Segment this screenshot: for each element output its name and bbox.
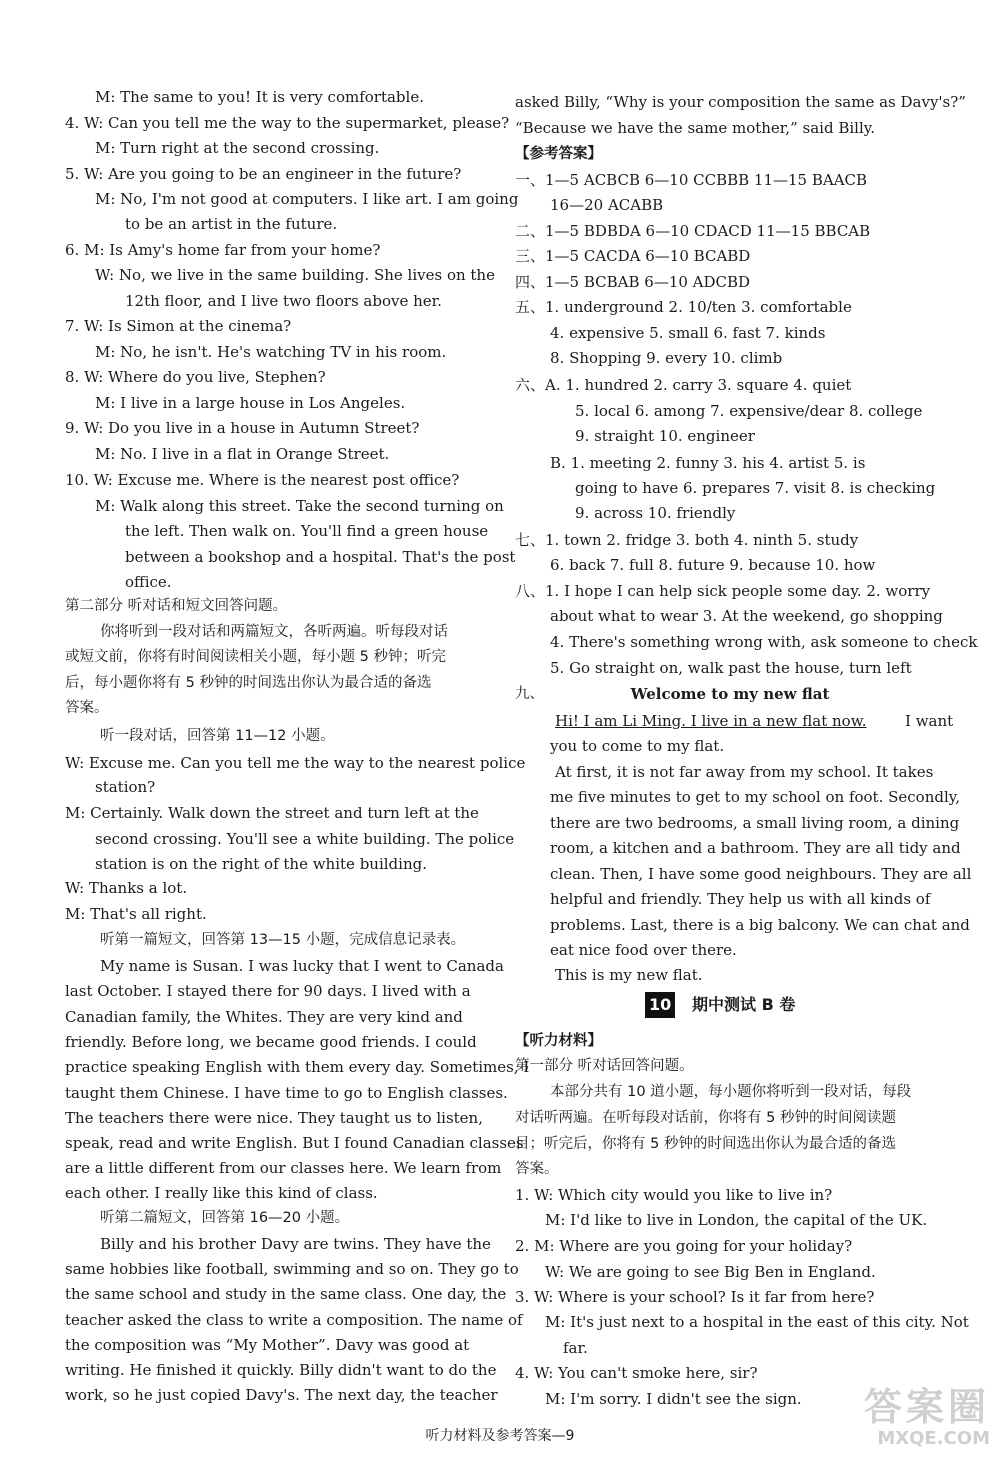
left-text-line: 9. W: Do you live in a house in Autumn Street? [65, 419, 420, 437]
right-text-line: clean. Then, I have some good neighbours. They are all [550, 865, 972, 883]
left-text-line: M: Certainly. Walk down the street and turn left at the [65, 804, 479, 822]
right-text-line: “Because we have the same mother,” said Billy. [515, 119, 875, 137]
right-text-line: 4. There's something wrong with, ask someone to check [550, 633, 978, 651]
right-text-line: there are two bedrooms, a small living room, a dining [550, 814, 960, 832]
right-text-line: 六、A. 1. hundred 2. carry 3. square 4. quiet [515, 376, 852, 394]
section-number-badge: 10 [645, 992, 675, 1018]
left-text-line: W: Excuse me. Can you tell me the way to the nearest police [65, 754, 526, 772]
left-text-line: Canadian family, the Whites. They are very kind and [65, 1008, 463, 1026]
left-text-line: 7. W: Is Simon at the cinema? [65, 317, 292, 335]
right-text-line: 【参考答案】 [515, 146, 602, 162]
right-text-line: 【听力材料】 [515, 1033, 602, 1049]
left-text-line: M: That's all right. [65, 905, 207, 923]
left-text-line: 答案。 [65, 700, 109, 716]
right-text-line: about what to wear 3. At the weekend, go shopping [550, 607, 943, 625]
right-text-line: M: I'd like to live in London, the capital of the UK. [545, 1211, 928, 1229]
right-text-line: B. 1. meeting 2. funny 3. his 4. artist 5. is [550, 454, 866, 472]
left-text-line: are a little different from our classes here. We learn from [65, 1159, 502, 1177]
left-text-line: 5. W: Are you going to be an engineer in the future? [65, 165, 462, 183]
right-text-line: 五、1. underground 2. 10/ten 3. comfortable [515, 298, 852, 316]
left-text-line: 后，每小题你将有 5 秒钟的时间选出你认为最合适的备选 [65, 675, 432, 691]
left-text-line: friendly. Before long, we became good friends. I could [65, 1033, 477, 1051]
left-text-line: M: Turn right at the second crossing. [95, 139, 380, 157]
right-text-line: going to have 6. prepares 7. visit 8. is checking [575, 479, 936, 497]
right-text-line: 16—20 ACABB [550, 196, 664, 214]
right-text-line: This is my new flat. [555, 966, 703, 984]
left-text-line: taught them Chinese. I have time to go to English classes. [65, 1084, 508, 1102]
right-text-line: 9. across 10. friendly [575, 504, 736, 522]
left-text-line: The teachers there were nice. They taught us to listen, [65, 1109, 483, 1127]
left-text-line: 听第二篇短文，回答第 16—20 小题。 [100, 1210, 350, 1226]
right-text-line: room, a kitchen and a bathroom. They are all tidy and [550, 839, 961, 857]
watermark-text: 答案圈 [863, 1385, 990, 1429]
right-text-line: 4. W: You can't smoke here, sir? [515, 1364, 758, 1382]
left-text-line: each other. I really like this kind of class. [65, 1184, 378, 1202]
right-text-line: 二、1—5 BDBDA 6—10 CDACD 11—15 BBCAB [515, 222, 871, 240]
right-text-line: 答案。 [515, 1161, 559, 1177]
right-text-line: 9. straight 10. engineer [575, 427, 755, 445]
right-text-line: Hi! I am Li Ming. I live in a new flat now. [555, 712, 867, 730]
left-text-line: M: No. I live in a flat in Orange Street. [95, 445, 390, 463]
left-text-line: M: I live in a large house in Los Angeles. [95, 394, 406, 412]
left-text-line: office. [125, 573, 172, 591]
left-text-line: 12th floor, and I live two floors above her. [125, 292, 442, 310]
section-heading [645, 992, 795, 1018]
left-text-line: speak, read and write English. But I found Canadian classes [65, 1134, 524, 1152]
right-text-line: 对话听两遍。在听每段对话前，你将有 5 秒钟的时间阅读题 [515, 1110, 896, 1126]
left-text-line: station is on the right of the white building. [95, 855, 427, 873]
right-text-line: 3. W: Where is your school? Is it far from here? [515, 1288, 875, 1306]
left-text-line: work, so he just copied Davy's. The next day, the teacher [65, 1386, 498, 1404]
right-text-line: 5. local 6. among 7. expensive/dear 8. college [575, 402, 923, 420]
right-text-line: 三、1—5 CACDA 6—10 BCABD [515, 247, 751, 265]
right-text-line: asked Billy, “Why is your composition the same as Davy's?” [515, 93, 966, 111]
left-text-line: practice speaking English with them every day. Sometimes, I [65, 1058, 530, 1076]
right-text-line: At first, it is not far away from my school. It takes [555, 763, 934, 781]
left-text-line: M: No, I'm not good at computers. I like art. I am going [95, 190, 519, 208]
right-text-line: I want [905, 712, 954, 730]
right-text-line: far. [563, 1339, 588, 1357]
left-text-line: M: Walk along this street. Take the second turning on [95, 497, 504, 515]
right-text-line: eat nice food over there. [550, 941, 737, 959]
left-text-line: 8. W: Where do you live, Stephen? [65, 368, 326, 386]
left-text-line: the left. Then walk on. You'll find a green house [125, 522, 489, 540]
left-text-line: My name is Susan. I was lucky that I went to Canada [100, 957, 504, 975]
watermark-logo [820, 1385, 990, 1455]
left-text-line: last October. I stayed there for 90 days. I lived with a [65, 982, 471, 1000]
right-text-line: 5. Go straight on, walk past the house, turn left [550, 659, 912, 677]
right-text-line: 2. M: Where are you going for your holiday? [515, 1237, 853, 1255]
left-text-line: writing. He finished it quickly. Billy didn't want to do the [65, 1361, 497, 1379]
left-text-line: W: Thanks a lot. [65, 879, 188, 897]
left-text-line: 你将听到一段对话和两篇短文，各听两遍。听每段对话 [100, 624, 448, 640]
right-text-line: 一、1—5 ACBCB 6—10 CCBBB 11—15 BAACB [515, 171, 868, 189]
left-text-line: same hobbies like football, swimming and so on. They go to [65, 1260, 519, 1278]
right-text-line: helpful and friendly. They help us with all kinds of [550, 890, 931, 908]
left-text-line: 第二部分 听对话和短文回答问题。 [65, 598, 288, 614]
left-text-line: M: No, he isn't. He's watching TV in his room. [95, 343, 447, 361]
right-text-line: 九、 [515, 686, 544, 702]
right-text-line: you to come to my flat. [550, 737, 725, 755]
left-text-line: teacher asked the class to write a composition. The name of [65, 1311, 523, 1329]
right-text-line: me five minutes to get to my school on foot. Secondly, [550, 788, 961, 806]
left-text-line: 6. M: Is Amy's home far from your home? [65, 241, 381, 259]
left-text-line: 10. W: Excuse me. Where is the nearest post office? [65, 471, 460, 489]
left-text-line: 听第一篇短文，回答第 13—15 小题，完成信息记录表。 [100, 932, 466, 948]
right-text-line: M: I'm sorry. I didn't see the sign. [545, 1390, 802, 1408]
right-text-line: 四、1—5 BCBAB 6—10 ADCBD [515, 273, 751, 291]
right-text-line: 第一部分 听对话回答问题。 [515, 1058, 694, 1074]
right-text-line: 6. back 7. full 8. future 9. because 10. how [550, 556, 876, 574]
right-text-line: 目；听完后，你将有 5 秒钟的时间选出你认为最合适的备选 [515, 1136, 896, 1152]
right-text-line: 七、1. town 2. fridge 3. both 4. ninth 5. study [515, 531, 859, 549]
left-text-line: station? [95, 778, 156, 796]
left-text-line: to be an artist in the future. [125, 215, 338, 233]
left-text-line: Billy and his brother Davy are twins. They have the [100, 1235, 491, 1253]
right-text-line: 八、1. I hope I can help sick people some day. 2. worry [515, 582, 931, 600]
left-text-line: 或短文前，你将有时间阅读相关小题，每小题 5 秒钟；听完 [65, 649, 446, 665]
right-text-line: 8. Shopping 9. every 10. climb [550, 349, 783, 367]
left-text-line: M: The same to you! It is very comfortable. [95, 88, 424, 106]
right-text-line: problems. Last, there is a big balcony. We can chat and [550, 916, 970, 934]
left-text-line: W: No, we live in the same building. She lives on the [95, 266, 495, 284]
left-text-line: 4. W: Can you tell me the way to the supermarket, please? [65, 114, 510, 132]
right-text-line: W: We are going to see Big Ben in England. [545, 1263, 876, 1281]
right-text-line: Welcome to my new flat [630, 685, 830, 703]
left-text-line: second crossing. You'll see a white building. The police [95, 830, 515, 848]
left-text-line: the composition was “My Mother”. Davy was good at [65, 1336, 470, 1354]
section-title: 期中测试 B 卷 [692, 995, 796, 1014]
watermark-url: MXQE.COM [877, 1428, 990, 1449]
left-text-line: the same school and study in the same class. One day, the [65, 1285, 507, 1303]
right-text-line: 本部分共有 10 道小题，每小题你将听到一段对话，每段 [550, 1084, 912, 1100]
right-text-line: 1. W: Which city would you like to live in? [515, 1186, 833, 1204]
left-text-line: between a bookshop and a hospital. That's the post [125, 548, 516, 566]
right-text-line: M: It's just next to a hospital in the east of this city. Not [545, 1313, 969, 1331]
right-text-line: 4. expensive 5. small 6. fast 7. kinds [550, 324, 826, 342]
left-text-line: 听一段对话，回答第 11—12 小题。 [100, 728, 335, 744]
page-footer: 听力材料及参考答案—9 [425, 1428, 575, 1444]
